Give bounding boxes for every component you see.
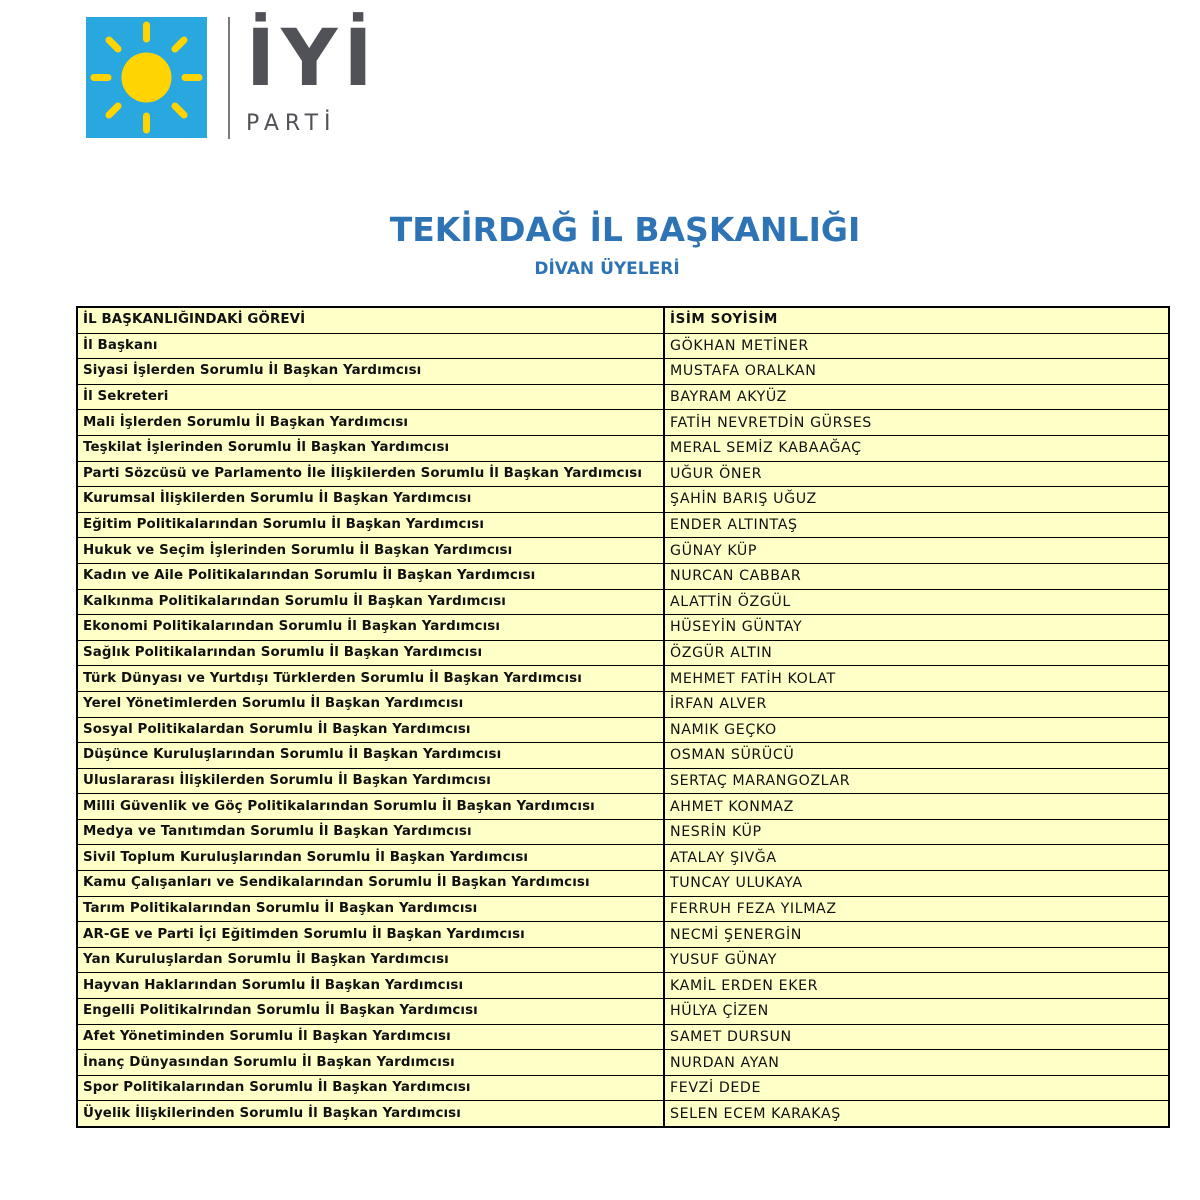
name-cell: ENDER ALTINTAŞ (664, 512, 1169, 538)
name-cell: GÖKHAN METİNER (664, 333, 1169, 359)
name-cell: ÖZGÜR ALTIN (664, 640, 1169, 666)
role-cell: Sağlık Politikalarından Sorumlu İl Başkan Yardımcısı (77, 640, 664, 666)
name-cell: SELEN ECEM KARAKAŞ (664, 1101, 1169, 1127)
role-cell: Hayvan Haklarından Sorumlu İl Başkan Yardımcısı (77, 973, 664, 999)
table-row (77, 1075, 1169, 1101)
role-cell: Ekonomi Politikalarından Sorumlu İl Başkan Yardımcısı (77, 615, 664, 641)
role-cell: Kalkınma Politikalarından Sorumlu İl Başkan Yardımcısı (77, 589, 664, 615)
role-cell: Eğitim Politikalarından Sorumlu İl Başkan Yardımcısı (77, 512, 664, 538)
name-cell: SERTAÇ MARANGOZLAR (664, 768, 1169, 794)
name-cell: YUSUF GÜNAY (664, 947, 1169, 973)
name-cell: HÜSEYİN GÜNTAY (664, 615, 1169, 641)
role-cell: Engelli Politikalrından Sorumlu İl Başkan Yardımcısı (77, 999, 664, 1025)
name-cell: MERAL SEMİZ KABAAĞAÇ (664, 435, 1169, 461)
name-cell: MUSTAFA ORALKAN (664, 359, 1169, 385)
role-cell: Teşkilat İşlerinden Sorumlu İl Başkan Yardımcısı (77, 435, 664, 461)
role-cell: Tarım Politikalarından Sorumlu İl Başkan Yardımcısı (77, 896, 664, 922)
name-cell: MEHMET FATİH KOLAT (664, 666, 1169, 692)
role-cell: İl Başkanı (77, 333, 664, 359)
logo-sub-text: PARTİ (246, 111, 337, 136)
name-cell: FEVZİ DEDE (664, 1075, 1169, 1101)
name-cell: AHMET KONMAZ (664, 794, 1169, 820)
table-row (77, 640, 1169, 666)
table-row (77, 333, 1169, 359)
table-row (77, 487, 1169, 513)
role-cell: Spor Politikalarından Sorumlu İl Başkan Yardımcısı (77, 1075, 664, 1101)
page-subtitle: DİVAN ÜYELERİ (534, 259, 680, 279)
table-row (77, 1101, 1169, 1127)
table-row (77, 615, 1169, 641)
table-row (77, 359, 1169, 385)
logo-wordmark (246, 14, 379, 137)
name-cell: NESRİN KÜP (664, 819, 1169, 845)
table-row (77, 461, 1169, 487)
name-cell: ALATTİN ÖZGÜL (664, 589, 1169, 615)
table-header-row (77, 307, 1169, 333)
role-cell: Hukuk ve Seçim İşlerinden Sorumlu İl Başkan Yardımcısı (77, 538, 664, 564)
role-cell: İl Sekreteri (77, 384, 664, 410)
name-cell: SAMET DURSUN (664, 1024, 1169, 1050)
sun-icon (86, 17, 207, 138)
name-cell: OSMAN SÜRÜCÜ (664, 743, 1169, 769)
role-cell: Parti Sözcüsü ve Parlamento İle İlişkilerden Sorumlu İl Başkan Yardımcısı (77, 461, 664, 487)
role-cell: Yerel Yönetimlerden Sorumlu İl Başkan Yardımcısı (77, 691, 664, 717)
table-row (77, 384, 1169, 410)
role-cell: Kurumsal İlişkilerden Sorumlu İl Başkan Yardımcısı (77, 487, 664, 513)
table-row (77, 435, 1169, 461)
table-row (77, 845, 1169, 871)
name-cell: NURCAN CABBAR (664, 563, 1169, 589)
role-cell: Siyasi İşlerden Sorumlu İl Başkan Yardımcısı (77, 359, 664, 385)
name-cell: UĞUR ÖNER (664, 461, 1169, 487)
role-cell: Milli Güvenlik ve Göç Politikalarından Sorumlu İl Başkan Yardımcısı (77, 794, 664, 820)
role-cell: Mali İşlerden Sorumlu İl Başkan Yardımcısı (77, 410, 664, 436)
table-row (77, 666, 1169, 692)
table-row (77, 1024, 1169, 1050)
column-header-role: İL BAŞKANLIĞINDAKİ GÖREVİ (77, 307, 664, 333)
logo-mark-text: İYİ (246, 14, 379, 104)
table-row (77, 410, 1169, 436)
column-header-name: İSİM SOYİSİM (664, 307, 1169, 333)
table-row (77, 794, 1169, 820)
table-row (77, 947, 1169, 973)
members-table (76, 306, 1170, 1128)
role-cell: Uluslararası İlişkilerden Sorumlu İl Başkan Yardımcısı (77, 768, 664, 794)
role-cell: Medya ve Tanıtımdan Sorumlu İl Başkan Yardımcısı (77, 819, 664, 845)
role-cell: Üyelik İlişkilerinden Sorumlu İl Başkan Yardımcısı (77, 1101, 664, 1127)
name-cell: NURDAN AYAN (664, 1050, 1169, 1076)
table-row (77, 1050, 1169, 1076)
role-cell: Kadın ve Aile Politikalarından Sorumlu İl Başkan Yardımcısı (77, 563, 664, 589)
page-title: TEKİRDAĞ İL BAŞKANLIĞI (389, 210, 861, 249)
role-cell: Kamu Çalışanları ve Sendikalarından Sorumlu İl Başkan Yardımcısı (77, 871, 664, 897)
role-cell: Yan Kuruluşlardan Sorumlu İl Başkan Yardımcısı (77, 947, 664, 973)
role-cell: Sosyal Politikalardan Sorumlu İl Başkan Yardımcısı (77, 717, 664, 743)
name-cell: FATİH NEVRETDİN GÜRSES (664, 410, 1169, 436)
role-cell: Afet Yönetiminden Sorumlu İl Başkan Yardımcısı (77, 1024, 664, 1050)
name-cell: ŞAHİN BARIŞ UĞUZ (664, 487, 1169, 513)
table-row (77, 819, 1169, 845)
name-cell: NAMIK GEÇKO (664, 717, 1169, 743)
table-row (77, 768, 1169, 794)
table-row (77, 589, 1169, 615)
table-row (77, 871, 1169, 897)
table-row (77, 717, 1169, 743)
party-logo (86, 14, 379, 139)
role-cell: Sivil Toplum Kuruluşlarından Sorumlu İl Başkan Yardımcısı (77, 845, 664, 871)
role-cell: Düşünce Kuruluşlarından Sorumlu İl Başkan Yardımcısı (77, 743, 664, 769)
name-cell: KAMİL ERDEN EKER (664, 973, 1169, 999)
name-cell: NECMİ ŞENERGİN (664, 922, 1169, 948)
table-row (77, 563, 1169, 589)
name-cell: BAYRAM AKYÜZ (664, 384, 1169, 410)
table-row (77, 743, 1169, 769)
logo-divider (228, 17, 230, 139)
table-row (77, 512, 1169, 538)
role-cell: AR-GE ve Parti İçi Eğitimden Sorumlu İl Başkan Yardımcısı (77, 922, 664, 948)
table-row (77, 973, 1169, 999)
table-row (77, 691, 1169, 717)
name-cell: TUNCAY ULUKAYA (664, 871, 1169, 897)
name-cell: HÜLYA ÇİZEN (664, 999, 1169, 1025)
name-cell: ATALAY ŞIVĞA (664, 845, 1169, 871)
table-row (77, 999, 1169, 1025)
table-row (77, 922, 1169, 948)
name-cell: GÜNAY KÜP (664, 538, 1169, 564)
name-cell: FERRUH FEZA YILMAZ (664, 896, 1169, 922)
table-row (77, 538, 1169, 564)
table-row (77, 896, 1169, 922)
name-cell: İRFAN ALVER (664, 691, 1169, 717)
role-cell: İnanç Dünyasından Sorumlu İl Başkan Yardımcısı (77, 1050, 664, 1076)
role-cell: Türk Dünyası ve Yurtdışı Türklerden Sorumlu İl Başkan Yardımcısı (77, 666, 664, 692)
